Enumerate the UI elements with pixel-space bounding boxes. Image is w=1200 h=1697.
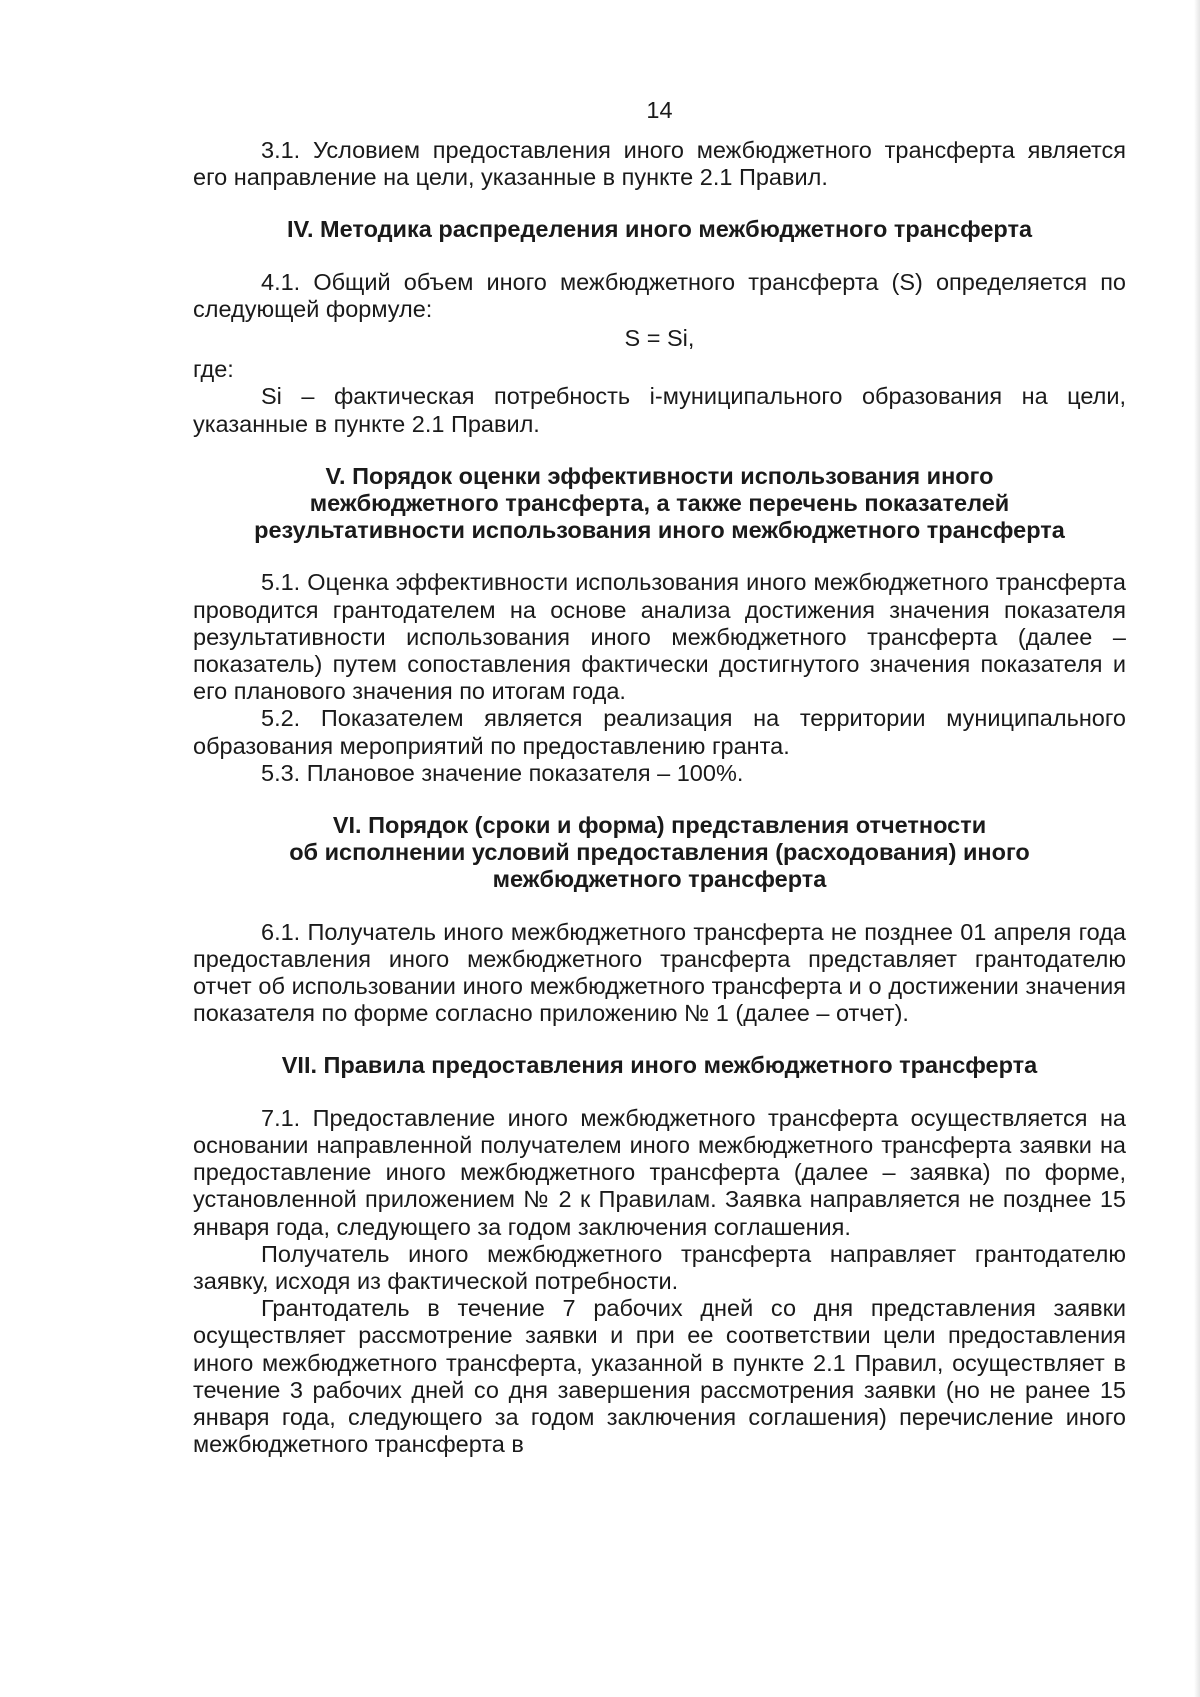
section-heading-6-line: VI. Порядок (сроки и форма) представления отчетности	[332, 812, 987, 839]
paragraph-5-2: 5.2. Показателем является реализация на территории муниципального образования мероприятий по предоставлению гранта.	[193, 705, 1126, 759]
section-heading-6-line: межбюджетного трансферта	[492, 866, 827, 893]
paragraph-4-1: 4.1. Общий объем иного межбюджетного трансферта (S) определяется по следующей формуле:	[193, 268, 1126, 322]
section-heading-5-line: результативности использования иного межбюджетного трансферта	[254, 517, 1065, 544]
paragraph-3-1: 3.1. Условием предоставления иного межбюджетного трансферта является его направление на цели, указанные в пункте 2.1 Правил.	[193, 137, 1126, 191]
formula-definition: Si – фактическая потребность i-муниципального образования на цели, указанные в пункте 2.1 Правил.	[193, 383, 1126, 437]
section-heading-4: IV. Методика распределения иного межбюджетного трансферта	[286, 216, 1033, 243]
section-heading-5-line: межбюджетного трансферта, а также перечень показателей	[309, 490, 1010, 517]
paragraph-6-1: 6.1. Получатель иного межбюджетного трансферта не позднее 01 апреля года предоставления иного межбюджетного трансферта представляет грантодателю отчет об использовании иного межбюджетного трансферта и о достижении значения показателя по форме согласно приложению № 1 (далее – отчет).	[193, 918, 1126, 1027]
page-number: 14	[646, 97, 673, 123]
section-heading-6	[193, 812, 1126, 894]
section-heading-7: VII. Правила предоставления иного межбюджетного трансферта	[281, 1052, 1038, 1079]
formula: S = Si,	[624, 325, 695, 352]
paragraph-5-3: 5.3. Плановое значение показателя – 100%.	[261, 759, 744, 786]
paragraph-7-3: Грантодатель в течение 7 рабочих дней со дня представления заявки осуществляет рассмотрение заявки и при ее соответствии цели предоставления иного межбюджетного трансферта, указанной в пункте 2.1 Правил, осуществляет в течение 3 рабочих дней со дня завершения рассмотрения заявки (но не ранее 15 января года, следующего за годом заключения соглашения) перечисление иного межбюджетного трансферта в	[193, 1295, 1126, 1458]
section-heading-5	[193, 463, 1126, 545]
scan-edge-shadow	[1194, 0, 1200, 1697]
document-page	[193, 95, 1126, 1458]
paragraph-7-2: Получатель иного межбюджетного трансферта направляет грантодателю заявку, исходя из фактической потребности.	[193, 1240, 1126, 1294]
section-heading-6-line: об исполнении условий предоставления (расходования) иного	[289, 839, 1030, 866]
paragraph-5-1: 5.1. Оценка эффективности использования иного межбюджетного трансферта проводится грантодателем на основе анализа достижения значения показателя результативности использования иного межбюджетного трансферта (далее – показатель) путем сопоставления фактически достигнутого значения показателя и его планового значения по итогам года.	[193, 569, 1126, 705]
section-heading-5-line: V. Порядок оценки эффективности использования иного	[325, 462, 994, 489]
paragraph-7-1: 7.1. Предоставление иного межбюджетного трансферта осуществляется на основании направленной получателем иного межбюджетного трансферта заявки на предоставление иного межбюджетного трансферта (далее – заявка) по форме, установленной приложением № 2 к Правилам. Заявка направляется не позднее 15 января года, следующего за годом заключения соглашения.	[193, 1104, 1126, 1240]
where-label: где:	[193, 356, 234, 383]
